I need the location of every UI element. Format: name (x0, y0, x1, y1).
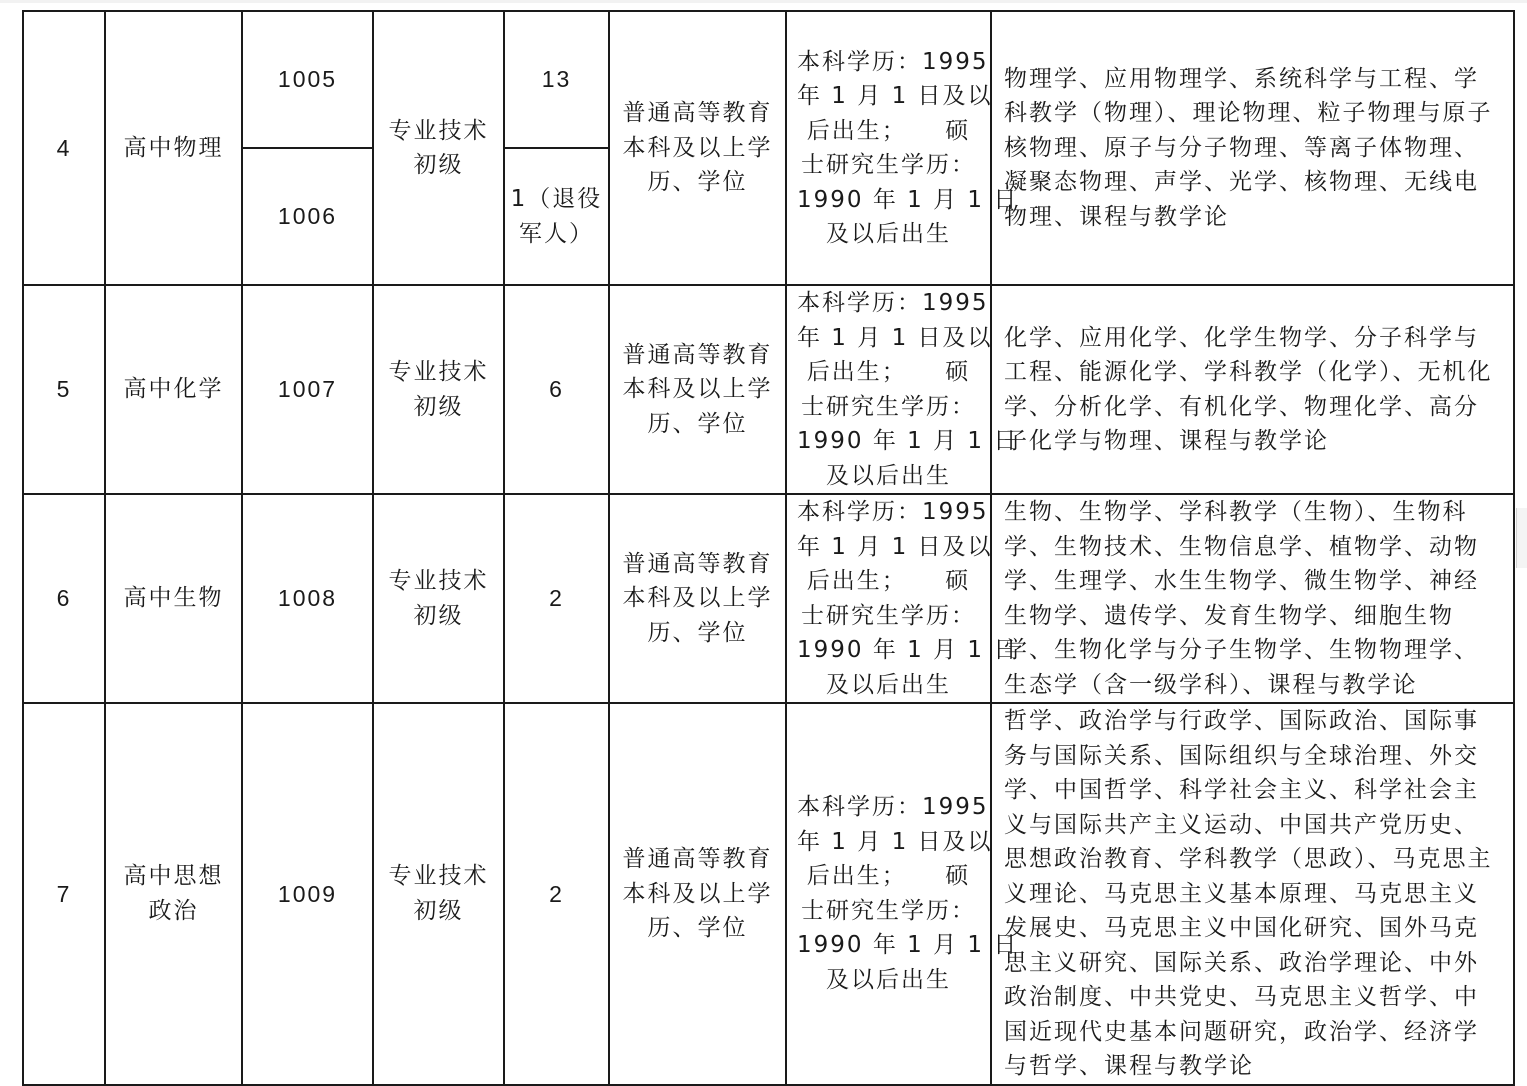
post-type-line: 专业技术 (388, 117, 489, 144)
major-requirement-cell: 物理学、应用物理学、系统科学与工程、学科教学（物理）、理论物理、粒子物理与原子核物理、原子与分子物理、等离子体物理、凝聚态物理、声学、光学、核物理、无线电物理、课程与教学论 (991, 11, 1514, 285)
row-number-cell: 4 (23, 11, 105, 285)
post-type-cell (373, 703, 504, 1085)
age-requirement-cell (786, 703, 1019, 1085)
post-type-cell (373, 494, 504, 703)
age-line: 1990 年 1 月 1 日 (797, 637, 1019, 663)
post-type-line: 专业技术 (388, 359, 489, 385)
age-line: 本科学历：1995 (797, 290, 989, 316)
age-line: 后出生； 硕 (806, 117, 971, 144)
top-rule (0, 0, 1527, 3)
education-line: 历、学位 (647, 169, 748, 196)
post-type-line: 专业技术 (388, 863, 489, 890)
subject-cell: 高中化学 (105, 285, 242, 494)
age-requirement-cell (786, 11, 1019, 285)
age-requirement-cell (786, 494, 1019, 703)
age-line: 年 1 月 1 日及以 (797, 533, 993, 560)
education-cell (609, 11, 786, 285)
age-line: 及以后出生 (826, 966, 951, 993)
major-requirement-cell: 生物、生物学、学科教学（生物）、生物科学、生物技术、生物信息学、植物学、动物学、生理学、水生生物学、微生物学、神经生物学、遗传学、发育生物学、细胞生物学、生物化学与分子生物学、生物物理学、生态学（含一级学科）、课程与教学论 (991, 494, 1514, 703)
education-cell (609, 703, 786, 1085)
table-row (23, 11, 1514, 148)
post-type-line: 初级 (413, 897, 464, 924)
post-type-line: 初级 (413, 602, 464, 629)
education-line: 本科及以上学 (622, 880, 773, 907)
table-row (23, 285, 1514, 494)
age-line: 年 1 月 1 日及以 (797, 324, 993, 351)
position-code-cell: 1006 (242, 148, 373, 285)
age-line: 士研究生学历： (801, 897, 976, 924)
education-line: 本科及以上学 (622, 134, 773, 161)
age-line: 及以后出生 (826, 462, 951, 489)
age-line: 及以后出生 (826, 671, 951, 698)
post-type-line: 专业技术 (388, 568, 489, 594)
age-line: 1990 年 1 月 1 日 (797, 932, 1019, 959)
post-type-cell (373, 11, 504, 285)
hire-count-line: 军人） (519, 220, 594, 247)
hire-count-cell (504, 148, 609, 285)
age-line: 本科学历：1995 (797, 794, 989, 821)
education-cell (609, 285, 786, 494)
position-code-cell: 1005 (242, 11, 373, 148)
education-line: 本科及以上学 (622, 585, 773, 612)
age-line: 后出生； 硕 (806, 359, 971, 385)
education-cell (609, 494, 786, 703)
age-line: 年 1 月 1 日及以 (797, 83, 993, 109)
hire-count-line: 1（退役 (510, 186, 603, 212)
row-number-cell: 5 (23, 285, 105, 494)
age-line: 1990 年 1 月 1 日 (797, 186, 1019, 213)
position-code-cell: 1008 (242, 494, 373, 703)
education-line: 普通高等教育 (622, 341, 773, 368)
subject-cell: 高中物理 (105, 11, 242, 285)
subject-cell (105, 703, 242, 1085)
age-line: 及以后出生 (826, 221, 951, 247)
hire-count-cell: 2 (504, 703, 609, 1085)
position-code-cell: 1009 (242, 703, 373, 1085)
window-edge-handle[interactable] (1516, 508, 1527, 568)
education-line: 普通高等教育 (622, 550, 773, 577)
age-line: 本科学历：1995 (797, 499, 989, 525)
age-line: 1990 年 1 月 1 日 (797, 428, 1019, 454)
education-line: 历、学位 (647, 915, 748, 941)
age-line: 士研究生学历： (801, 393, 976, 420)
subject-cell: 高中生物 (105, 494, 242, 703)
post-type-cell (373, 285, 504, 494)
education-line: 历、学位 (647, 619, 748, 646)
subject-line: 高中思想 (123, 863, 224, 890)
education-line: 普通高等教育 (622, 846, 773, 872)
age-requirement-cell (786, 285, 1019, 494)
age-line: 年 1 月 1 日及以 (797, 828, 993, 855)
post-type-line: 初级 (413, 152, 464, 178)
education-line: 普通高等教育 (622, 100, 773, 127)
table-row (23, 494, 1514, 703)
table-row (23, 703, 1514, 1085)
hire-count-cell: 2 (504, 494, 609, 703)
major-requirement-cell: 化学、应用化学、化学生物学、分子科学与工程、能源化学、学科教学（化学）、无机化学、分析化学、有机化学、物理化学、高分子化学与物理、课程与教学论 (991, 285, 1514, 494)
education-line: 历、学位 (647, 410, 748, 437)
job-positions-table (22, 10, 1515, 1086)
major-requirement-cell: 哲学、政治学与行政学、国际政治、国际事务与国际关系、国际组织与全球治理、外交学、中国哲学、科学社会主义、科学社会主义与国际共产主义运动、中国共产党历史、思想政治教育、学科教学（思政）、马克思主义理论、马克思主义基本原理、马克思主义发展史、马克思主义中国化研究、国外马克思主义研究、国际关系、政治学理论、中外政治制度、中共党史、马克思主义哲学、中国近现代史基本问题研究，政治学、经济学与哲学、课程与教学论 (991, 703, 1514, 1085)
age-line: 本科学历：1995 (797, 48, 989, 75)
age-line: 士研究生学历： (801, 152, 976, 178)
subject-line: 政治 (148, 897, 199, 924)
row-number-cell: 6 (23, 494, 105, 703)
row-number-cell: 7 (23, 703, 105, 1085)
age-line: 后出生； 硕 (806, 568, 971, 594)
age-line: 士研究生学历： (801, 602, 976, 629)
position-code-cell: 1007 (242, 285, 373, 494)
post-type-line: 初级 (413, 393, 464, 420)
education-line: 本科及以上学 (622, 376, 773, 403)
age-line: 后出生； 硕 (806, 863, 971, 890)
hire-count-cell: 6 (504, 285, 609, 494)
hire-count-cell: 13 (504, 11, 609, 148)
